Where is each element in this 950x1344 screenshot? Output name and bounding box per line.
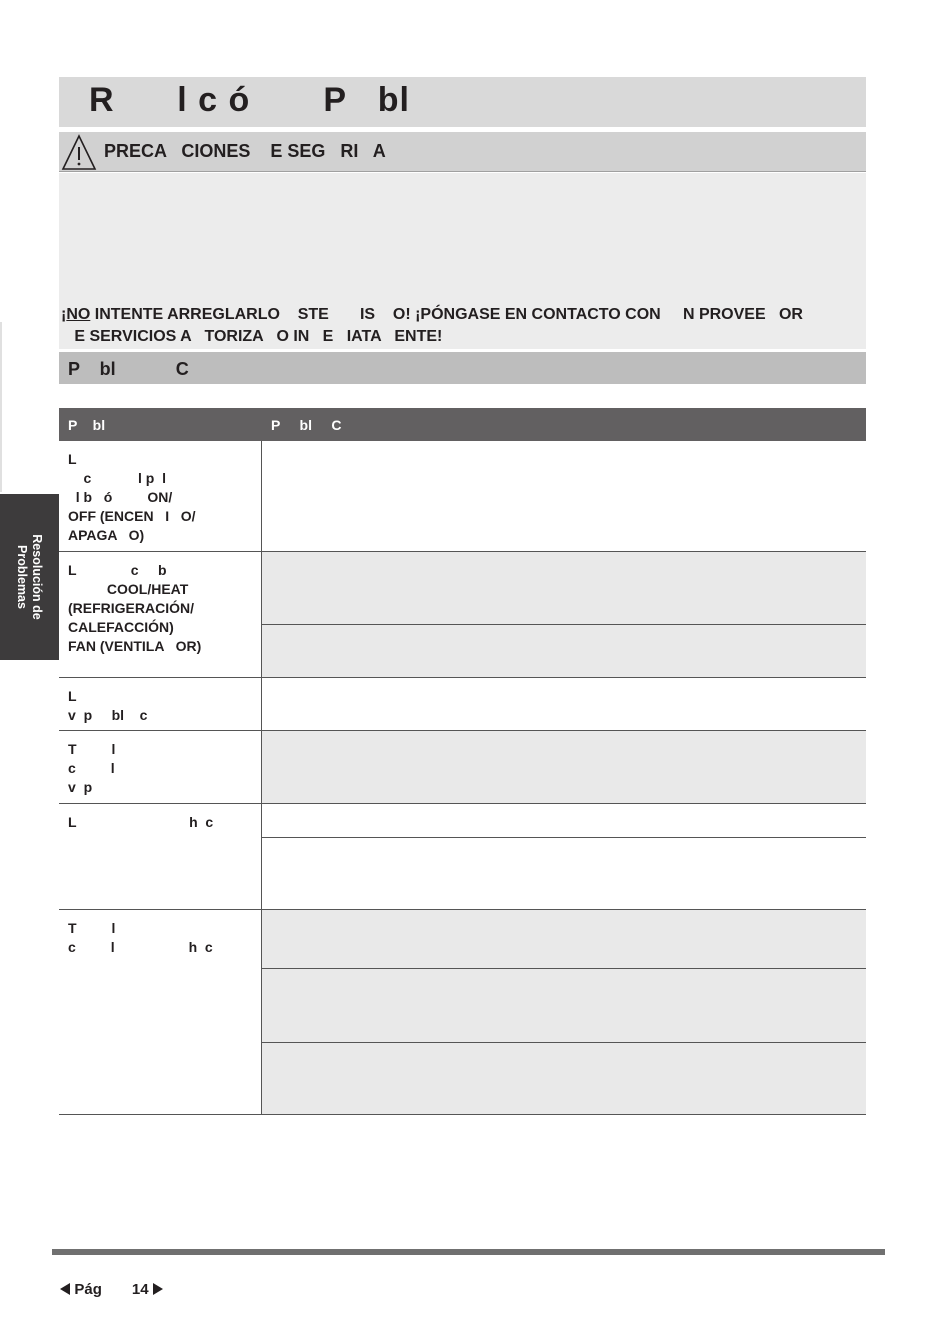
page-number: 14 [131,1281,149,1298]
table-row [59,910,866,1115]
troubleshooting-table [59,408,866,1115]
page-title: R l c ó P bl [89,81,410,119]
page-title-bar [59,77,866,127]
problem-cell: L c b COOL/HEAT (REFRIGERACIÓN/ CALEFACCIÓN) FAN (VENTILA OR) [59,552,262,677]
problem-cell: L v p bl c [59,678,262,730]
safety-warning-header [59,132,866,172]
problem-cell: T l c l v p [59,731,262,803]
table-header-row [59,408,866,441]
cause-cell [262,731,866,803]
side-tab-label: Resolución de Problemas [15,534,44,620]
cause-cell [262,804,866,909]
column-header-cause: P bl C [271,417,342,433]
safety-warning-title: PRECA CIONES E SEG RI A [104,141,386,161]
common-problems-header [59,352,866,384]
table-row [59,552,866,678]
table-row [59,731,866,804]
section-title: P bl C [68,359,189,379]
safety-warning-body [59,173,866,349]
notice-emphasis: NO [66,306,91,323]
problem-cell: T l c l h c [59,910,262,1114]
section-side-tab [0,494,59,660]
problem-cell: L c l p l l b ó ON/ OFF (ENCEN I O/ APAGA O) [59,441,262,551]
page-label: Pág [74,1281,102,1298]
side-divider [0,322,2,492]
table-row [59,441,866,552]
page-footer [52,1264,163,1298]
cause-cell [262,552,866,677]
column-header-problem: P bl [68,417,106,433]
next-page-icon [153,1283,163,1295]
cause-cell [262,441,866,551]
cause-cell [262,910,866,1114]
safety-notice: ¡NO INTENTE ARREGLARLO STE IS O! ¡PÓNGASE EN CONTACTO CON N PROVEE OR E SERVICIOS A TORIZA O IN E IATA ENTE! [61,306,803,345]
problem-cell: L h c [59,804,262,909]
footer-rule [52,1249,885,1255]
table-row [59,804,866,910]
cause-cell [262,678,866,730]
prev-page-icon [60,1283,70,1295]
table-row [59,678,866,731]
warning-triangle-icon [61,133,97,171]
